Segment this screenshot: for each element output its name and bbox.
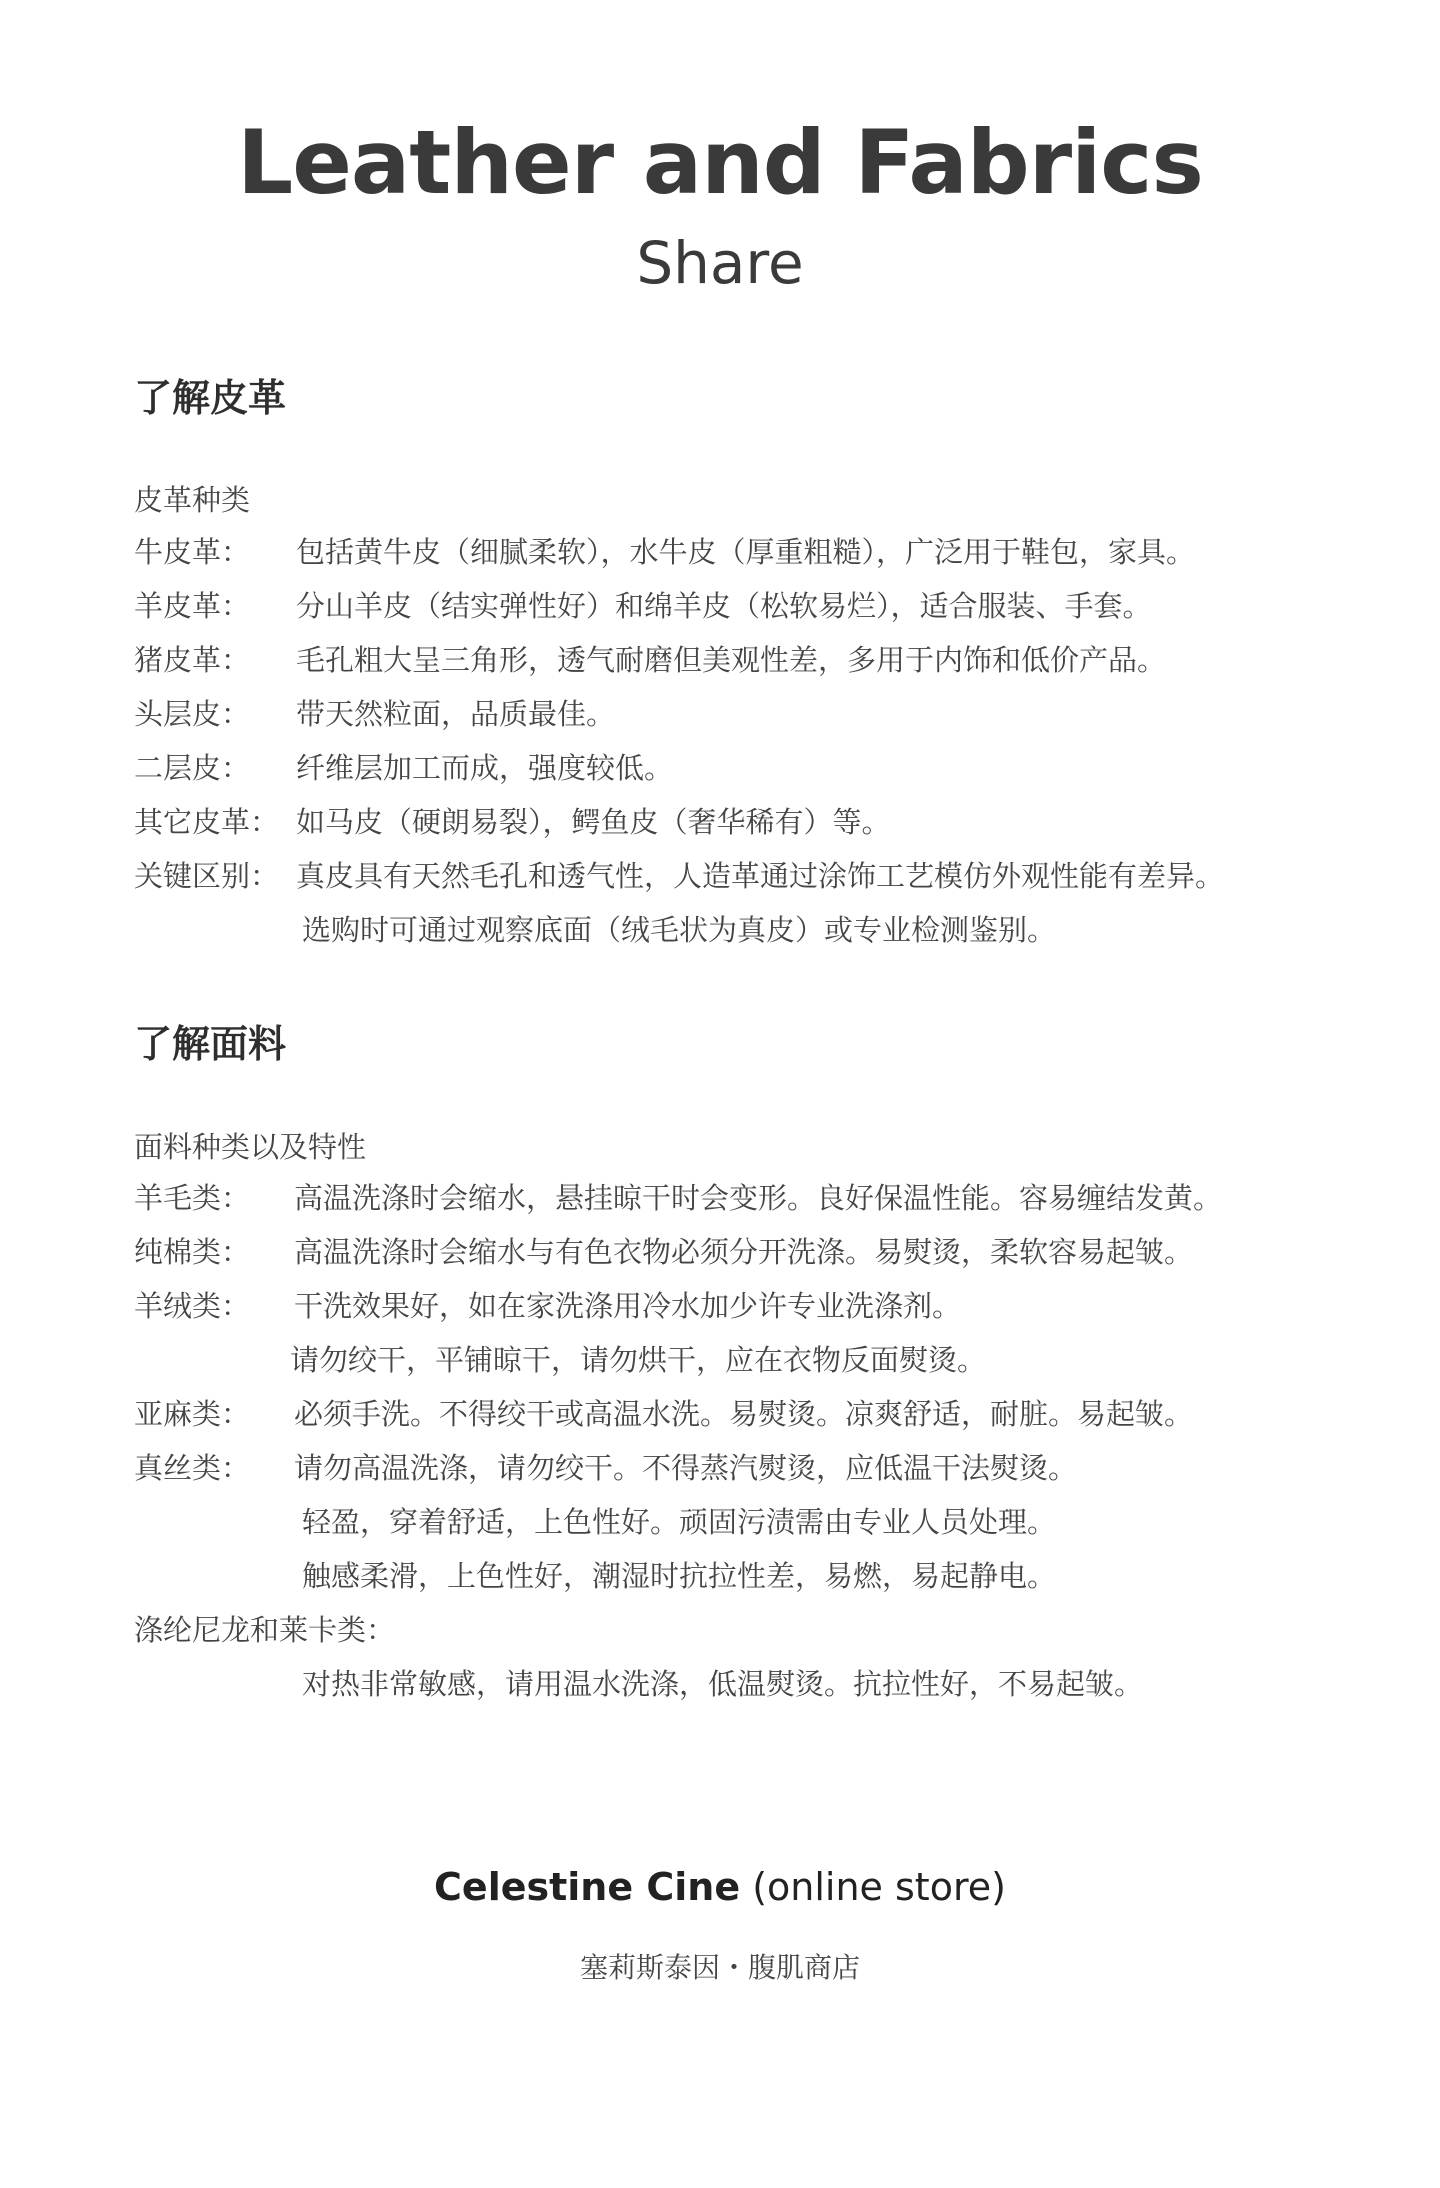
row-text: 轻盈，穿着舒适，上色性好。顽固污渍需由专业人员处理。 [302, 1505, 1057, 1539]
fabrics-row-polyester-cont [134, 1662, 1354, 1706]
row-label: 羊皮革： [134, 589, 251, 623]
row-text: 触感柔滑，上色性好，潮湿时抗拉性差，易燃，易起静电。 [302, 1559, 1057, 1593]
row-label: 其它皮革： [134, 805, 280, 839]
row-label: 涤纶尼龙和莱卡类： [134, 1613, 396, 1647]
row-text: 选购时可通过观察底面（绒毛状为真皮）或专业检测鉴别。 [302, 913, 1057, 947]
row-text: 纤维层加工而成，强度较低。 [296, 751, 674, 785]
row-text: 请勿绞干，平铺晾干，请勿烘干，应在衣物反面熨烫。 [290, 1343, 987, 1377]
leather-heading: 了解皮革 [134, 376, 287, 420]
leather-row-key-difference [134, 854, 1354, 898]
row-label: 牛皮革： [134, 535, 251, 569]
row-text: 请勿高温洗涤，请勿绞干。不得蒸汽熨烫，应低温干法熨烫。 [294, 1451, 1078, 1485]
row-label: 羊绒类： [134, 1289, 251, 1323]
leather-subheading: 皮革种类 [134, 483, 251, 517]
store-line [0, 1862, 1440, 1912]
row-label: 亚麻类： [134, 1397, 251, 1431]
leather-row-cowhide [134, 530, 1354, 574]
row-text: 毛孔粗大呈三角形，透气耐磨但美观性差，多用于内饰和低价产品。 [296, 643, 1167, 677]
fabrics-row-silk-cont-1 [134, 1500, 1354, 1544]
row-label: 二层皮： [134, 751, 251, 785]
fabrics-row-wool [134, 1176, 1354, 1220]
leather-row-pigskin [134, 638, 1354, 682]
fabrics-row-cotton [134, 1230, 1354, 1274]
row-text: 高温洗涤时会缩水与有色衣物必须分开洗涤。易熨烫，柔软容易起皱。 [294, 1235, 1194, 1269]
row-text: 如马皮（硬朗易裂），鳄鱼皮（奢华稀有）等。 [296, 805, 891, 839]
store-type: (online store) [752, 1865, 1006, 1909]
fabrics-row-silk-cont-2 [134, 1554, 1354, 1598]
leather-row-key-difference-cont [134, 908, 1354, 952]
row-label: 纯棉类： [134, 1235, 251, 1269]
leather-row-other [134, 800, 1354, 844]
leather-row-split [134, 746, 1354, 790]
fabrics-row-cashmere-cont [134, 1338, 1354, 1382]
leather-row-top-grain [134, 692, 1354, 736]
store-name: Celestine Cine [434, 1865, 741, 1909]
row-text: 分山羊皮（结实弹性好）和绵羊皮（松软易烂），适合服装、手套。 [296, 589, 1152, 623]
row-text: 带天然粒面，品质最佳。 [296, 697, 616, 731]
fabrics-row-linen [134, 1392, 1354, 1436]
row-text: 高温洗涤时会缩水，悬挂晾干时会变形。良好保温性能。容易缠结发黄。 [294, 1181, 1223, 1215]
row-label: 头层皮： [134, 697, 251, 731]
page-subtitle: Share [636, 229, 804, 297]
page-title: Leather and Fabrics [237, 111, 1203, 214]
fabrics-row-cashmere [134, 1284, 1354, 1328]
row-text: 必须手洗。不得绞干或高温水洗。易熨烫。凉爽舒适，耐脏。易起皱。 [294, 1397, 1194, 1431]
row-text: 干洗效果好，如在家洗涤用冷水加少许专业洗涤剂。 [294, 1289, 962, 1323]
row-text: 真皮具有天然毛孔和透气性，人造革通过涂饰工艺模仿外观性能有差异。 [296, 859, 1225, 893]
leather-row-sheepskin [134, 584, 1354, 628]
store-name-chinese: 塞莉斯泰因・腹肌商店 [579, 1951, 860, 1984]
fabrics-heading: 了解面料 [134, 1022, 287, 1066]
fabrics-subheading: 面料种类以及特性 [134, 1130, 367, 1164]
row-label: 关键区别： [134, 859, 280, 893]
row-label: 猪皮革： [134, 643, 251, 677]
row-text: 包括黄牛皮（细腻柔软），水牛皮（厚重粗糙），广泛用于鞋包，家具。 [296, 535, 1196, 569]
row-text: 对热非常敏感，请用温水洗涤，低温熨烫。抗拉性好，不易起皱。 [302, 1667, 1144, 1701]
fabrics-row-silk [134, 1446, 1354, 1490]
row-label: 羊毛类： [134, 1181, 251, 1215]
fabrics-row-polyester [134, 1608, 1354, 1652]
row-label: 真丝类： [134, 1451, 251, 1485]
